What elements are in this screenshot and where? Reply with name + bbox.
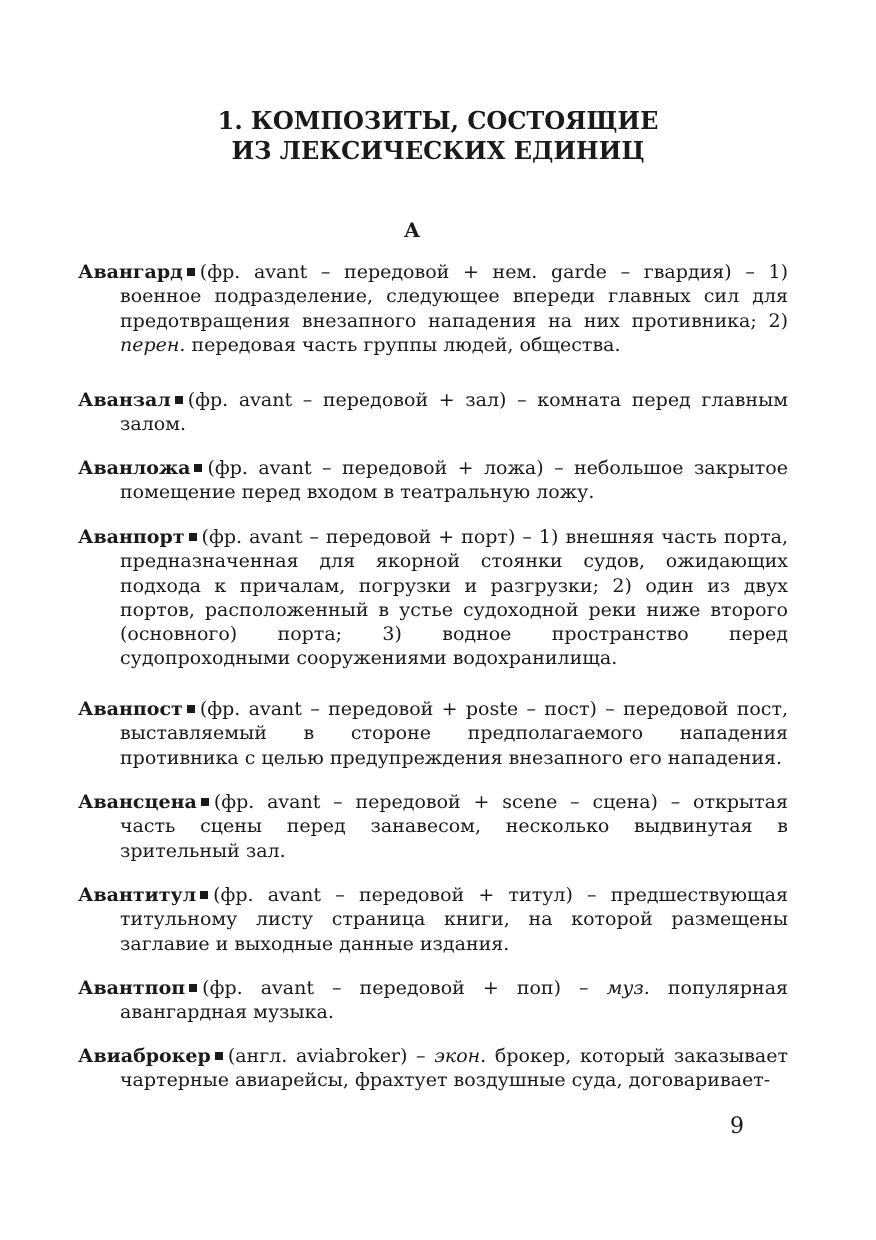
entry-bullet-icon: [215, 1052, 223, 1060]
dictionary-entry-avanlozha: [78, 456, 788, 505]
entry-etymology: (фр. avant – передовой + poste – пост) – передовой пост, выставляемый в стороне предполагаемого нападения противника с целью предупреждения внезапного его нападения.: [120, 698, 788, 769]
dictionary-entry-avangard: [78, 260, 788, 357]
entry-bullet-icon: [200, 891, 208, 899]
entry-term: Аванложа: [78, 457, 191, 479]
dictionary-entry-avanzal: [78, 388, 788, 437]
entry-etymology: (англ. aviabroker) –: [227, 1045, 435, 1067]
entry-bullet-icon: [201, 798, 209, 806]
entry-definition: брокер, который заказывает чартерные авиарейсы, фрахтует воздушные суда, договаривает-: [120, 1045, 788, 1092]
entry-etymology: (фр. avant – передовой + ложа) – небольшое закрытое помещение перед входом в театральную ложу.: [120, 457, 788, 504]
entry-term: Аванзал: [78, 389, 171, 411]
entry-bullet-icon: [189, 533, 197, 541]
entry-etymology: (фр. avant – передовой + scene – сцена) – открытая часть сцены перед занавесом, несколько выдвинутая в зрительный зал.: [120, 791, 788, 862]
dictionary-entry-avanpost: [78, 697, 788, 770]
entry-etymology: (фр. avant – передовой + зал) – комната перед главным залом.: [120, 389, 788, 436]
dictionary-entry-avanscena: [78, 790, 788, 863]
entry-etymology: (фр. avant – передовой + порт) – 1) внешняя часть порта, предназначенная для якорной стоянки судов, ожидающих подхода к причалам, погрузки и разгрузки; 2) один из двух портов, расположенный в устье судоходной реки ниже второго (основного) порта; 3) водное пространство перед судопроходными сооружениями водохранилища.: [120, 526, 788, 670]
entry-term: Авиаброкер: [78, 1045, 211, 1067]
entry-term: Авантитул: [78, 884, 197, 906]
dictionary-entry-aviabroker: [78, 1044, 788, 1093]
entry-usage-label: экон.: [434, 1045, 487, 1067]
entry-term: Авангард: [78, 261, 183, 283]
entry-usage-label: муз.: [606, 977, 650, 999]
entry-etymology: (фр. avant – передовой + нем. garde – гвардия) – 1) военное подразделение, следующее впереди главных сил для предотвращения внезапного нападения на них противника; 2): [120, 261, 788, 332]
dictionary-entry-avantpop: [78, 976, 788, 1025]
entry-bullet-icon: [175, 396, 183, 404]
dictionary-entry-avanport: [78, 525, 788, 671]
entry-etymology: (фр. avant – передовой + титул) – предшествующая титульному листу страница книги, на которой размещены заглавие и выходные данные издания.: [120, 884, 788, 955]
entry-bullet-icon: [187, 268, 195, 276]
chapter-title-line-1: 1. КОМПОЗИТЫ, СОСТОЯЩИЕ: [217, 106, 659, 135]
entry-term: Аванпорт: [78, 526, 185, 548]
chapter-title-line-2: ИЗ ЛЕКСИЧЕСКИХ ЕДИНИЦ: [231, 136, 645, 165]
entry-usage-label: перен.: [120, 333, 186, 356]
entry-term: Авантпоп: [78, 977, 186, 999]
entry-definition: популярная авангардная музыка.: [120, 977, 789, 1024]
entry-etymology: (фр. avant – передовой + поп) –: [202, 977, 607, 999]
entry-bullet-icon: [189, 984, 197, 992]
entry-definition: передовая часть группы людей, общества.: [185, 333, 621, 356]
entry-term: Аванпост: [78, 698, 183, 720]
entry-bullet-icon: [194, 464, 202, 472]
entry-term: Авансцена: [78, 791, 197, 813]
page-number: 9: [730, 1114, 744, 1139]
entry-bullet-icon: [187, 705, 195, 713]
dictionary-entry-avantitul: [78, 883, 788, 956]
section-letter-heading: А: [403, 218, 421, 242]
